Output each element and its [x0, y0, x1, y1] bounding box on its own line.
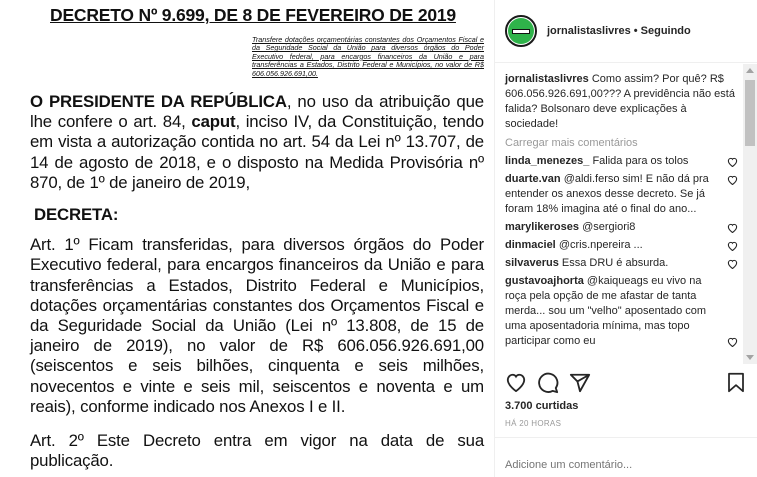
comments-list[interactable]	[495, 64, 757, 364]
decree-preamble	[30, 92, 484, 193]
follow-status-button[interactable]: Seguindo	[640, 25, 691, 37]
comment-username[interactable]: gustavoajhorta	[505, 275, 584, 287]
load-more-comments-button[interactable]: Carregar mais comentários	[505, 137, 638, 149]
comment-bubble-icon[interactable]	[537, 372, 559, 394]
avatar[interactable]	[505, 15, 537, 47]
add-comment-input[interactable]	[495, 437, 757, 477]
decree-ementa: Transfere dotações orçamentárias constantes dos Orçamentos Fiscal e da Seguridade Social da União para diversos órgãos do Poder Executivo federal, para encargos financeiros da União e para transferências a Estados, Distrito Federal e Municípios, no valor de R$ 606.056.926.691,00.	[252, 35, 484, 78]
comment-username[interactable]: linda_menezes_	[505, 155, 590, 167]
comment-item	[505, 220, 738, 235]
comment-item	[505, 154, 738, 169]
post-panel	[494, 0, 757, 477]
decree-article-2: Art. 2º Este Decreto entra em vigor na data de sua publicação.	[30, 431, 484, 471]
header-separator: •	[633, 25, 638, 37]
post-time: HÁ 20 HORAS	[505, 419, 562, 428]
preamble-text-a: , no uso da atribuição que lhe confere o art. 84,	[30, 92, 484, 132]
decree-article-1: Art. 1º Ficam transferidas, para diversos órgãos do Poder Executivo federal, para encargos financeiros da União e para transferências a Estados, Distrito Federal e Municípios, dotações orçamentárias constantes dos Orçamentos Fiscal e da Seguridade Social da União (Lei nº 13.808, de 15 de janeiro de 2019), no valor de R$ 606.056.926.691,00 (seiscentos e seis bilhões, cinquenta e seis milhões, novecentos e vinte e seis mil, seiscentos e noventa e um reais), conforme indicado nos Anexos I e II.	[30, 235, 484, 416]
heart-icon[interactable]	[505, 372, 527, 392]
comment-text: @cris.npereira ...	[558, 239, 643, 251]
preamble-text-b: , inciso IV, da Constituição, tendo em vista a autorização contida no art. 54 da Lei nº 13.707, de 14 de agosto de 2018, e o disposto na Medida Provisória nº 870, de 1º de janeiro de 2019,	[30, 112, 484, 192]
post-header	[495, 0, 757, 63]
post-actions	[505, 372, 745, 394]
decree-body	[30, 92, 484, 471]
comment-text: @aldi.ferso sim! E não dá pra entender os anexos desse decreto. Se já foram 18% imagina até o final do ano...	[505, 173, 709, 215]
comment-heart-icon[interactable]	[727, 223, 738, 233]
avatar-logo-icon	[508, 18, 534, 44]
likes-count[interactable]: 3.700 curtidas	[505, 400, 579, 412]
comment-username[interactable]: dinmaciel	[505, 239, 556, 251]
comment-text: @kaiqueags eu vivo na roça pela opção de me afastar de tanta merda... sou um "velho" aposentado com uma aposentadoria mínima, mas topo participar como eu	[505, 275, 707, 347]
header-user-line	[547, 25, 691, 37]
decree-decreta: DECRETA:	[34, 205, 119, 225]
comment-item	[505, 238, 738, 253]
comment-username[interactable]: marylikeroses	[505, 221, 579, 233]
scroll-down-arrow-icon[interactable]	[746, 355, 754, 360]
decree-title: DECRETO Nº 9.699, DE 8 DE FEVEREIRO DE 2019	[50, 5, 456, 25]
comment-username[interactable]: silvaverus	[505, 257, 559, 269]
comment-heart-icon[interactable]	[727, 337, 738, 347]
preamble-president: O PRESIDENTE DA REPÚBLICA	[30, 92, 287, 111]
comments-scrollbar[interactable]	[743, 64, 757, 364]
bookmark-icon[interactable]	[727, 372, 745, 393]
caption-username[interactable]: jornalistaslivres	[505, 73, 589, 85]
comment-item	[505, 274, 738, 349]
comment-item	[505, 172, 738, 217]
comment-heart-icon[interactable]	[727, 259, 738, 269]
comment-text: @sergiori8	[582, 221, 636, 233]
comment-heart-icon[interactable]	[727, 241, 738, 251]
comment-text: Essa DRU é absurda.	[561, 257, 669, 269]
scroll-up-arrow-icon[interactable]	[746, 68, 754, 73]
preamble-caput: caput	[191, 112, 236, 132]
scroll-thumb[interactable]	[745, 80, 755, 146]
comment-heart-icon[interactable]	[727, 175, 738, 185]
comment-username[interactable]: duarte.van	[505, 173, 561, 185]
header-username[interactable]: jornalistaslivres	[547, 25, 631, 37]
post-caption	[505, 72, 738, 132]
share-arrow-icon[interactable]	[569, 372, 591, 394]
caption-text: Como assim? Por quê? R$ 606.056.926.691,00??? A previdência não está falida? Bolsonaro deve explicações à sociedade!	[505, 73, 735, 130]
comment-text: Falida para os tolos	[592, 155, 689, 167]
comment-item	[505, 256, 738, 271]
avatar-logo-bar-icon	[512, 29, 530, 34]
comment-heart-icon[interactable]	[727, 157, 738, 167]
